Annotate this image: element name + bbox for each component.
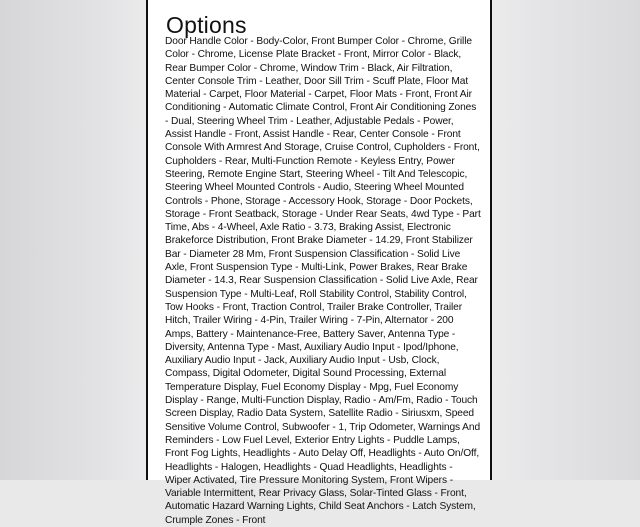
options-list-text: Door Handle Color - Body-Color, Front Bumper Color - Chrome, Grille Color - Chrome, License Plate Bracket - Front, Mirror Color - Black, Rear Bumper Color - Chrome, Window Trim - Black, Air Filtration, Center Console Trim - Leather, Door Sill Trim - Scuff Plate, Floor Mat Material - Carpet, Floor Material - Carpet, Floor Mats - Front, Front Air Conditioning - Automatic Climate Control, Front Air Conditioning Zones - Dual, Steering Wheel Trim - Leather, Adjustable Pedals - Power, Assist Handle - Front, Assist Handle - Rear, Center Console - Front Console With Armrest And Storage, Cruise Control, Cupholders - Front, Cupholders - Rear, Multi-Function Remote - Keyless Entry, Power Steering, Remote Engine Start, Steering Wheel - Tilt And Telescopic, Steering Wheel Mounted Controls - Audio, Steering Wheel Mounted Controls - Phone, Storage - Accessory Hook, Storage - Door Pockets, Storage - Front Seatback, Storage - Under Rear Seats, 4wd Type - Part Time, Abs - 4-Wheel, Axle Ratio - 3.73, Braking Assist, Electronic Brakeforce Distribution, Front Brake Diameter - 14.29, Front Stabilizer Bar - Diameter 28 Mm, Front Suspension Classification - Solid Live Axle, Front Suspension Type - Multi-Link, Power Brakes, Rear Brake Diameter - 14.3, Rear Suspension Classification - Solid Live Axle, Rear Suspension Type - Multi-Leaf, Roll Stability Control, Stability Control, Tow Hooks - Front, Traction Control, Trailer Brake Controller, Trailer Hitch, Trailer Wiring - 4-Pin, Trailer Wiring - 7-Pin, Alternator - 200 Amps, Battery - Maintenance-Free, Battery Saver, Antenna Type - Diversity, Antenna Type - Mast, Auxiliary Audio Input - Ipod/Iphone, Auxiliary Audio Input - Jack, Auxiliary Audio Input - Usb, Clock, Compass, Digital Odometer, Digital Sound Processing, External Temperature Display, Fuel Economy Display - Mpg, Fuel Economy Display - Range, Multi-Function Display, Radio - Am/Fm, Radio - Touch Screen Display, Radio Data System, Satellite Radio - Siriusxm, Speed Sensitive Volume Control, Subwoofer - 1, Trip Odometer, Warnings And Reminders - Low Fuel Level, Exterior Entry Lights - Puddle Lamps, Front Fog Lights, Headlights - Auto Delay Off, Headlights - Auto On/Off, Headlights - Halogen, Headlights - Quad Headlights, Headlights - Wiper Activated, Tire Pressure Monitoring System, Front Wipers - Variable Intermittent, Rear Privacy Glass, Solar-Tinted Glass - Front, Automatic Hazard Warning Lights, Child Seat Anchors - Latch System, Crumple Zones - Front: [165, 36, 481, 526]
background-right: [490, 0, 640, 480]
options-sheet: [146, 0, 492, 526]
background-left: [0, 0, 150, 480]
page-title: Options: [166, 12, 247, 38]
